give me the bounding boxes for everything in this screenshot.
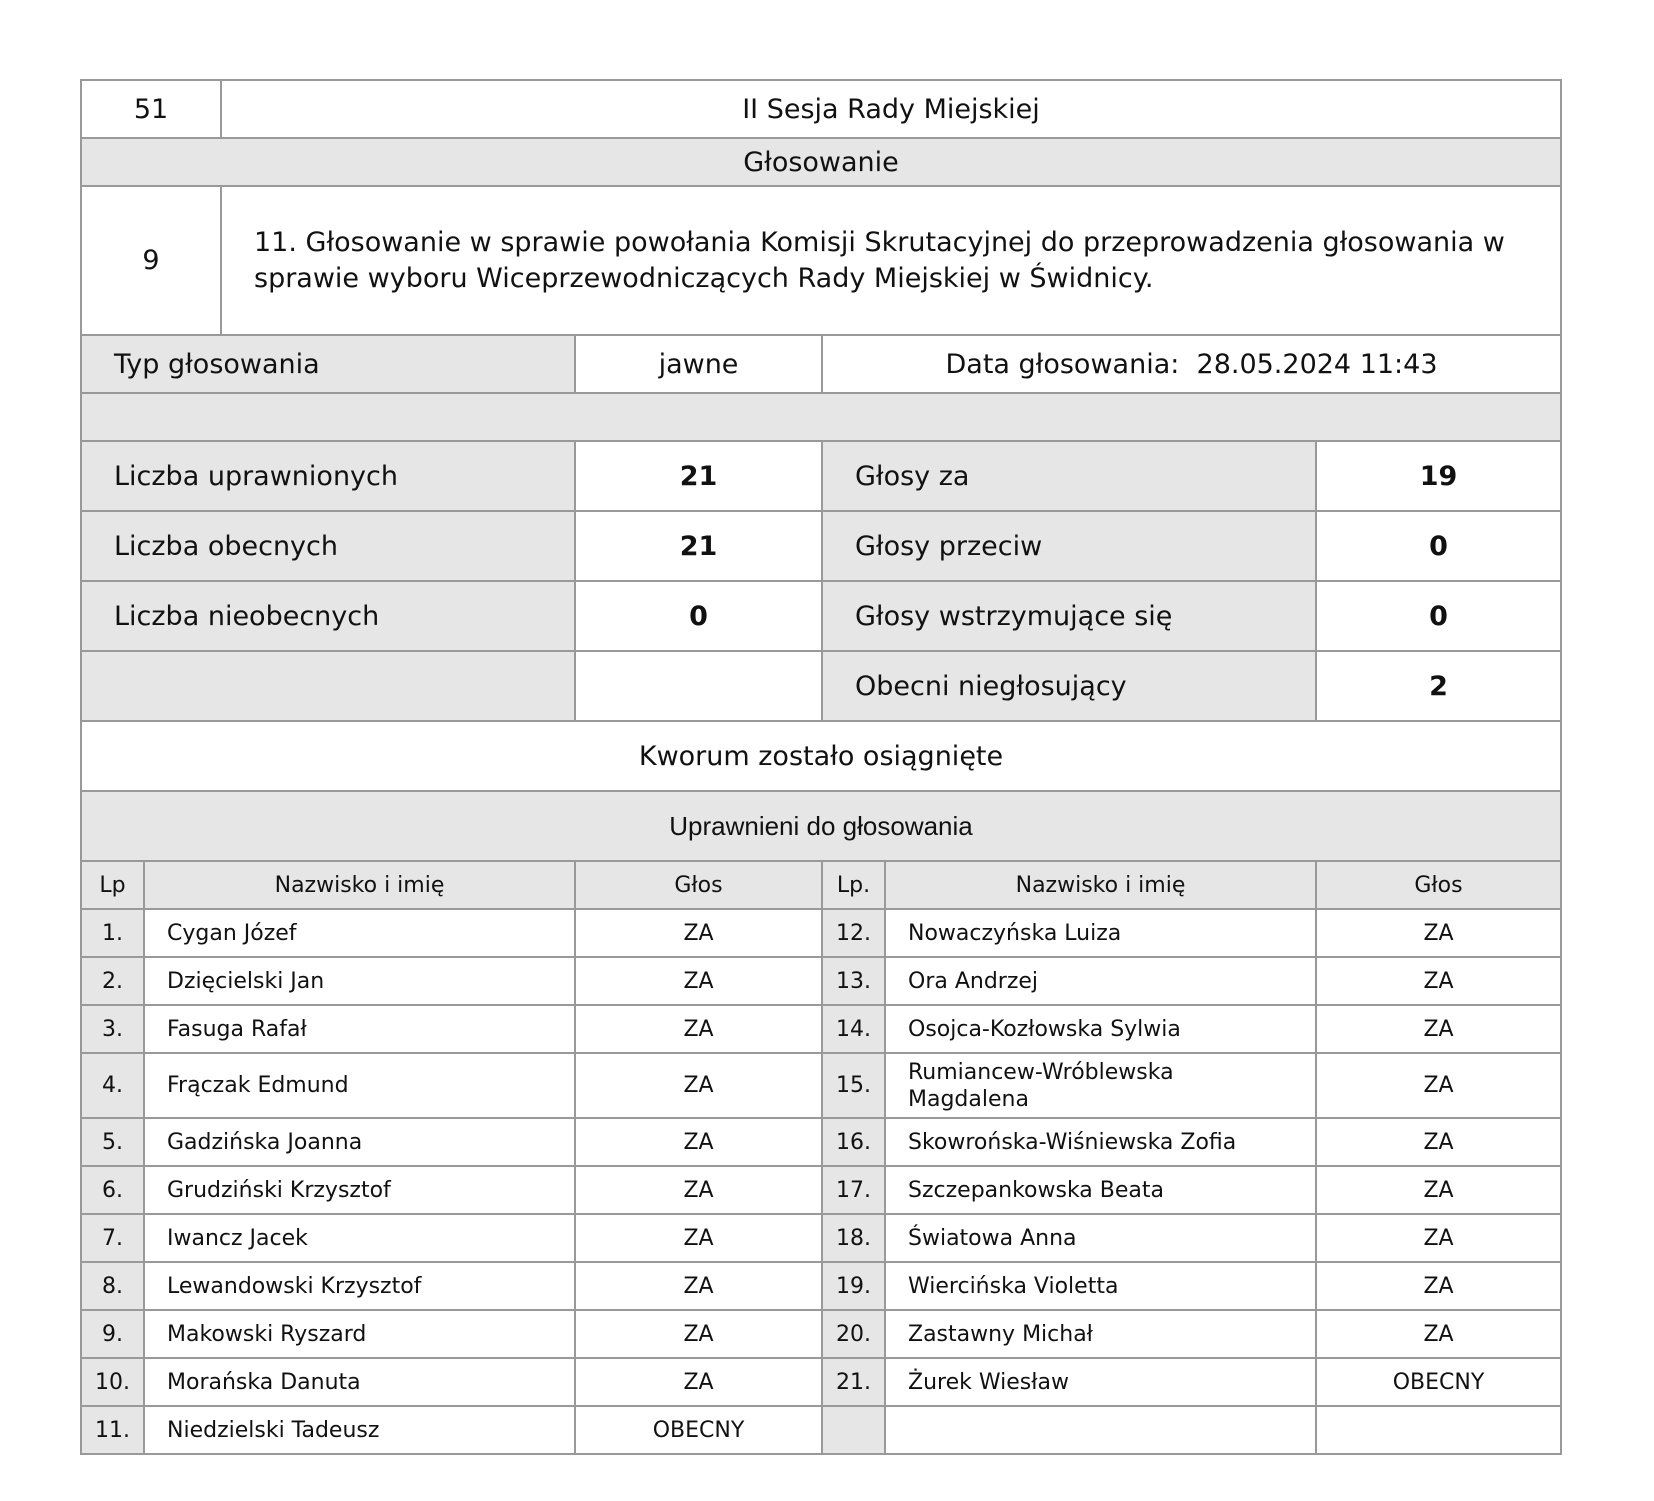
col-vote-left: Głos [575, 861, 822, 909]
vote-cell: ZA [1316, 1262, 1561, 1310]
table-row [81, 1310, 1561, 1358]
vote-index: 9 [81, 186, 221, 335]
name-cell: Skowrońska-Wiśniewska Zofia [885, 1118, 1316, 1166]
vote-type-value: jawne [575, 335, 822, 393]
nonvoting-label: Obecni niegłosujący [822, 651, 1316, 721]
name-cell: Fasuga Rafał [144, 1005, 575, 1053]
section-label: Głosowanie [81, 138, 1561, 186]
against-value: 0 [1316, 511, 1561, 581]
lp-cell: 13. [822, 957, 885, 1005]
name-cell: Grudziński Krzysztof [144, 1166, 575, 1214]
for-value: 19 [1316, 441, 1561, 511]
col-name-right: Nazwisko i imię [885, 861, 1316, 909]
table-row [81, 909, 1561, 957]
lp-cell: 6. [81, 1166, 144, 1214]
vote-cell: ZA [1316, 957, 1561, 1005]
voters-title: Uprawnieni do głosowania [81, 791, 1561, 861]
spacer-row [81, 393, 1561, 441]
name-cell: Osojca-Kozłowska Sylwia [885, 1005, 1316, 1053]
name-cell: Iwancz Jacek [144, 1214, 575, 1262]
vote-cell: ZA [1316, 1005, 1561, 1053]
table-row [81, 957, 1561, 1005]
name-cell: Morańska Danuta [144, 1358, 575, 1406]
nonvoting-value: 2 [1316, 651, 1561, 721]
lp-cell: 3. [81, 1005, 144, 1053]
name-cell: Żurek Wiesław [885, 1358, 1316, 1406]
stats-table [80, 440, 1562, 862]
lp-cell: 7. [81, 1214, 144, 1262]
lp-cell: 12. [822, 909, 885, 957]
vote-cell: ZA [575, 1005, 822, 1053]
vote-cell: ZA [1316, 1166, 1561, 1214]
against-label: Głosy przeciw [822, 511, 1316, 581]
name-cell: Rumiancew-Wróblewska Magdalena [885, 1053, 1316, 1118]
vote-cell: ZA [575, 1118, 822, 1166]
lp-cell: 2. [81, 957, 144, 1005]
vote-type-label: Typ głosowania [81, 335, 575, 393]
lp-cell [822, 1406, 885, 1454]
vote-cell: ZA [575, 1358, 822, 1406]
vote-cell: ZA [575, 909, 822, 957]
voters-header-row [81, 861, 1561, 909]
vote-date-label: Data głosowania: [945, 348, 1180, 380]
name-cell: Światowa Anna [885, 1214, 1316, 1262]
name-cell: Dzięcielski Jan [144, 957, 575, 1005]
voting-record-sheet [80, 79, 1562, 1455]
lp-cell: 17. [822, 1166, 885, 1214]
vote-cell: ZA [1316, 1118, 1561, 1166]
vote-cell: ZA [575, 1262, 822, 1310]
col-vote-right: Głos [1316, 861, 1561, 909]
vote-cell: OBECNY [575, 1406, 822, 1454]
vote-cell: ZA [1316, 1310, 1561, 1358]
present-label: Liczba obecnych [81, 511, 575, 581]
table-row [81, 1005, 1561, 1053]
vote-cell: ZA [575, 957, 822, 1005]
for-label: Głosy za [822, 441, 1316, 511]
vote-title: 11. Głosowanie w sprawie powołania Komisji Skrutacyjnej do przeprowadzenia głosowania w sprawie wyboru Wiceprzewodniczących Rady Miejskiej w Świdnicy. [221, 186, 1561, 335]
lp-cell: 15. [822, 1053, 885, 1118]
vote-date [822, 335, 1561, 393]
vote-cell: ZA [1316, 1214, 1561, 1262]
lp-cell: 14. [822, 1005, 885, 1053]
table-row [81, 1166, 1561, 1214]
table-row [81, 1406, 1561, 1454]
type-table [80, 334, 1562, 442]
lp-cell: 4. [81, 1053, 144, 1118]
lp-cell: 16. [822, 1118, 885, 1166]
eligible-label: Liczba uprawnionych [81, 441, 575, 511]
name-cell: Szczepankowska Beata [885, 1166, 1316, 1214]
abstain-label: Głosy wstrzymujące się [822, 581, 1316, 651]
lp-cell: 11. [81, 1406, 144, 1454]
table-row [81, 1053, 1561, 1118]
present-value: 21 [575, 511, 822, 581]
vote-cell: ZA [575, 1053, 822, 1118]
name-cell: Nowaczyńska Luiza [885, 909, 1316, 957]
col-lp-left: Lp [81, 861, 144, 909]
name-cell: Gadzińska Joanna [144, 1118, 575, 1166]
col-lp-right: Lp. [822, 861, 885, 909]
lp-cell: 10. [81, 1358, 144, 1406]
name-cell: Zastawny Michał [885, 1310, 1316, 1358]
col-name-left: Nazwisko i imię [144, 861, 575, 909]
name-cell: Cygan Józef [144, 909, 575, 957]
name-cell: Ora Andrzej [885, 957, 1316, 1005]
vote-cell: ZA [575, 1310, 822, 1358]
session-number: 51 [81, 80, 221, 138]
vote-cell [1316, 1406, 1561, 1454]
name-cell: Frączak Edmund [144, 1053, 575, 1118]
name-cell: Lewandowski Krzysztof [144, 1262, 575, 1310]
name-cell: Niedzielski Tadeusz [144, 1406, 575, 1454]
empty-label-cell [81, 651, 575, 721]
lp-cell: 18. [822, 1214, 885, 1262]
name-cell [885, 1406, 1316, 1454]
vote-cell: ZA [575, 1214, 822, 1262]
table-row [81, 1214, 1561, 1262]
voters-table [80, 860, 1562, 1455]
lp-cell: 20. [822, 1310, 885, 1358]
vote-date-value: 28.05.2024 11:43 [1196, 348, 1438, 380]
session-title: II Sesja Rady Miejskiej [221, 80, 1561, 138]
lp-cell: 1. [81, 909, 144, 957]
eligible-value: 21 [575, 441, 822, 511]
table-row [81, 1358, 1561, 1406]
lp-cell: 19. [822, 1262, 885, 1310]
name-cell: Wiercińska Violetta [885, 1262, 1316, 1310]
header-table [80, 79, 1562, 336]
vote-cell: ZA [575, 1166, 822, 1214]
table-row [81, 1118, 1561, 1166]
vote-cell: ZA [1316, 909, 1561, 957]
table-row [81, 1262, 1561, 1310]
lp-cell: 21. [822, 1358, 885, 1406]
absent-value: 0 [575, 581, 822, 651]
lp-cell: 8. [81, 1262, 144, 1310]
lp-cell: 5. [81, 1118, 144, 1166]
absent-label: Liczba nieobecnych [81, 581, 575, 651]
lp-cell: 9. [81, 1310, 144, 1358]
name-cell: Makowski Ryszard [144, 1310, 575, 1358]
vote-cell: ZA [1316, 1053, 1561, 1118]
quorum-status: Kworum zostało osiągnięte [81, 721, 1561, 791]
abstain-value: 0 [1316, 581, 1561, 651]
empty-value-cell [575, 651, 822, 721]
vote-cell: OBECNY [1316, 1358, 1561, 1406]
